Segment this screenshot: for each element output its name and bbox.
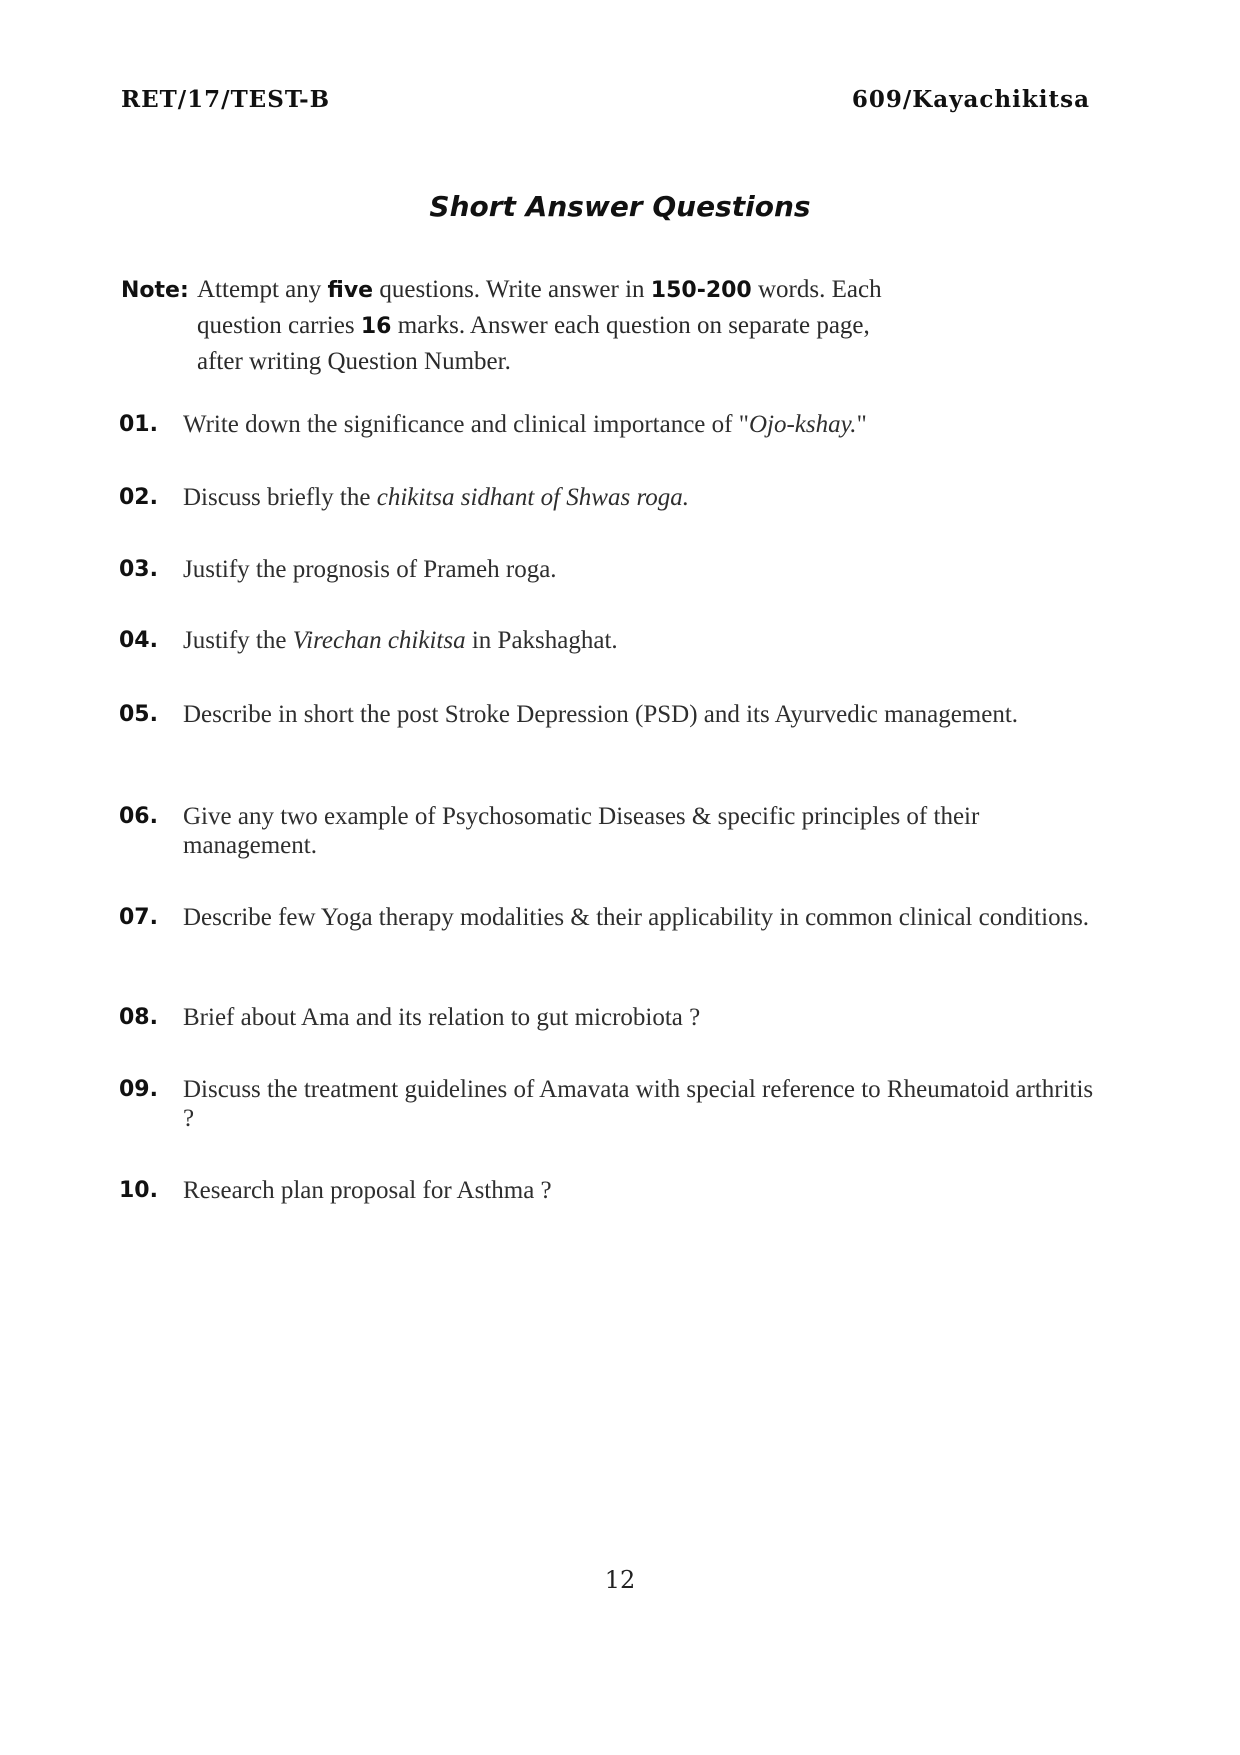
question-text: Describe few Yoga therapy modalities & their applicability in common clinical conditions.	[183, 904, 1090, 931]
question-text: Justify the Virechan chikitsa in Pakshaghat.	[183, 627, 618, 654]
note-text: question carries	[197, 312, 361, 339]
note-label: Note:	[121, 278, 189, 303]
note-text: words. Each	[751, 276, 882, 303]
question-text: Research plan proposal for Asthma ?	[183, 1177, 552, 1204]
question-text: Describe in short the post Stroke Depression (PSD) and its Ayurvedic management.	[183, 701, 1019, 728]
question-text: Write down the significance and clinical importance of "Ojo-kshay."	[183, 411, 867, 438]
note-text: marks. Answer each question on separate page,	[391, 312, 870, 339]
question-item	[119, 626, 1099, 656]
question-text: Justify the prognosis of Prameh roga.	[183, 556, 557, 583]
note-emphasis: five	[327, 278, 374, 303]
note-emphasis: 16	[360, 314, 392, 339]
question-text: Give any two example of Psychosomatic Diseases & specific principles of their management.	[183, 803, 980, 859]
question-text: Discuss briefly the chikitsa sidhant of Shwas roga.	[183, 484, 689, 511]
question-number: 08.	[119, 1005, 158, 1030]
question-item	[119, 555, 1099, 585]
header-code: RET/17/TEST-B	[121, 86, 331, 113]
question-number: 04.	[119, 628, 158, 653]
question-item	[119, 1003, 1099, 1033]
question-text: Discuss the treatment guidelines of Amavata with special reference to Rheumatoid arthritis ?	[183, 1076, 1094, 1132]
question-number: 07.	[119, 905, 158, 930]
note-text: Attempt any	[197, 276, 328, 303]
page-number: 12	[604, 1566, 636, 1594]
question-number: 01.	[119, 412, 158, 437]
note-text: questions. Write answer in	[373, 276, 651, 303]
question-item	[119, 1075, 1099, 1133]
question-number: 06.	[119, 804, 158, 829]
note-block	[121, 272, 1096, 379]
note-line-1	[121, 272, 1096, 308]
question-item	[119, 903, 1099, 933]
section-title: Short Answer Questions	[429, 190, 811, 223]
header-subject: 609/Kayachikitsa	[851, 86, 1090, 113]
question-item	[119, 483, 1099, 513]
note-line-2	[121, 308, 1096, 344]
question-number: 05.	[119, 702, 158, 727]
question-item	[119, 802, 1099, 860]
question-number: 09.	[119, 1077, 158, 1102]
note-line-3: after writing Question Number.	[197, 348, 511, 375]
question-item	[119, 700, 1099, 730]
note-emphasis: 150-200	[650, 278, 752, 303]
question-number: 10.	[119, 1178, 158, 1203]
question-item	[119, 410, 1099, 440]
question-text: Brief about Ama and its relation to gut microbiota ?	[183, 1004, 701, 1031]
question-number: 02.	[119, 485, 158, 510]
question-number: 03.	[119, 557, 158, 582]
question-item	[119, 1176, 1099, 1206]
